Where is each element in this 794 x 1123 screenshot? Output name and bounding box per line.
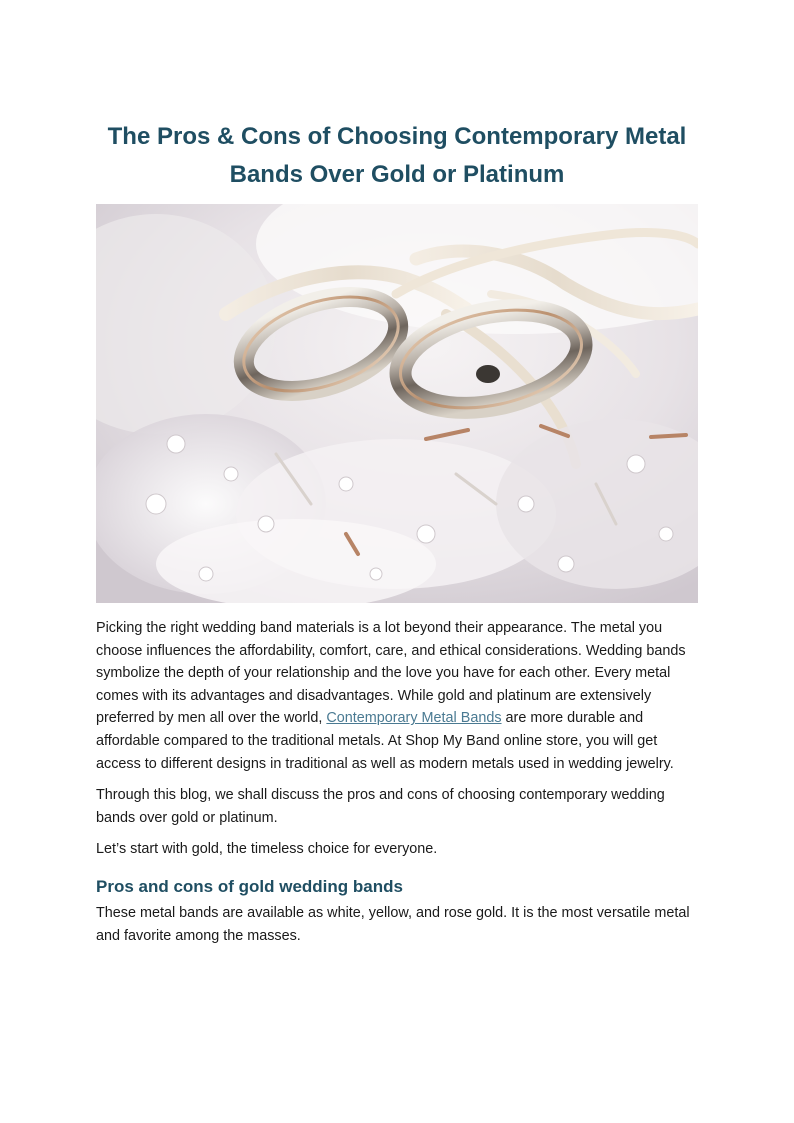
article-title: The Pros & Cons of Choosing Contemporary Metal Bands Over Gold or Platinum [107, 123, 687, 188]
contemporary-metal-bands-link[interactable]: Contemporary Metal Bands [326, 710, 502, 727]
document-page [96, 0, 698, 947]
blog-purpose-paragraph: Through this blog, we shall discuss the pros and cons of choosing contemporary wedding bands over gold or platinum. [96, 787, 665, 826]
gold-section-paragraph: These metal bands are available as white, yellow, and rose gold. It is the most versatile metal and favorite among the masses. [96, 904, 690, 944]
section-heading-gold: Pros and cons of gold wedding bands [96, 876, 403, 896]
intro-text-before-link: Picking the right wedding band materials is a lot beyond their appearance. The metal you choose influences the affordability, comfort, care, and ethical considerations. Wedding bands symbolize the depth of your relationship and the love you have for each other. Every metal comes with its advantages and disadvantages. While gold and platinum are extensively preferred by men all over the world, [96, 620, 686, 727]
wedding-rings-image [96, 204, 698, 603]
intro-paragraph [96, 617, 698, 775]
intro-text-after-link: are more durable and affordable compared to the traditional metals. At Shop My Band online store, you will get access to different designs in traditional as well as modern metals used in wedding jewelry. [96, 710, 674, 772]
gold-intro-paragraph: Let’s start with gold, the timeless choice for everyone. [96, 841, 438, 858]
